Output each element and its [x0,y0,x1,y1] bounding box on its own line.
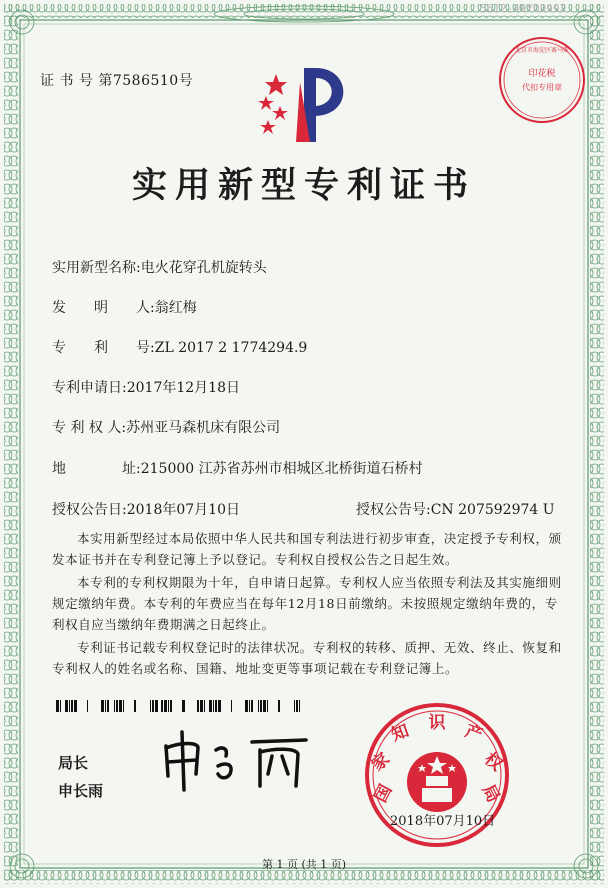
barcode-bar [182,700,185,712]
field-label: 地 址: [52,461,141,477]
barcode-bar [218,700,221,712]
barcode-bar [213,700,214,712]
field-grant-date [52,499,240,519]
director-signature [156,726,316,796]
barcode-bar [87,700,88,712]
page-title: 实用新型专利证书 [131,166,476,206]
barcode-bar [245,700,248,712]
barcode-bar [134,700,136,712]
barcode-bar [267,700,268,712]
barcode-bar [170,700,172,712]
barcode-bar [251,700,253,712]
field-value: 215000 江苏省苏州市相城区北桥街道石桥村 [140,461,423,477]
top-serial-code: 5612-49Y00992 [480,2,567,15]
director-title: 局长 [58,754,89,772]
field-label: 专 利 号: [52,340,155,356]
field-value: 2017年12月18日 [126,380,240,396]
barcode-bar [105,700,106,712]
barcode-bar [71,700,73,712]
paragraph-3: 专利证书记载专利权登记时的法律状况。专利权的转移、质押、无效、终止、恢复和专利权人的姓名或名称、国籍、地址变更等事项记载在专利登记簿上。 [52,640,562,676]
svg-text:印花税: 印花税 [528,69,556,79]
page-number: 第 1 页 (共 1 页) [261,858,347,871]
svg-text:家: 家 [367,749,394,776]
field-patent-number [52,337,307,357]
svg-text:权: 权 [480,749,507,776]
barcode-bar [114,700,115,712]
barcode-bar [101,700,104,712]
field-patentee [52,417,280,437]
barcode-bar [161,700,163,712]
barcode-bar [204,700,205,712]
field-filing-date [52,377,240,397]
svg-text:知: 知 [388,720,412,746]
barcode-bar [278,700,280,712]
field-inventor [52,297,197,317]
field-label: 授权公告日: [52,502,127,518]
field-utility-model-name [52,257,267,277]
field-label: 实用新型名称: [52,260,141,276]
barcode-bar [263,700,266,712]
barcode-bar [249,700,250,712]
paragraph-1: 本实用新型经过本局依照中华人民共和国专利法进行初步审查，决定授予专利权，颁发本证书并在专利登记簿上予以登记。专利权自授权公告之日起生效。 [52,531,562,567]
field-value: 2018年07月10日 [126,502,240,518]
paragraph-2: 本专利的专利权期限为十年，自申请日起算。专利权人应当依照专利法及其实施细则规定缴纳年费。本专利的年费应当在每年12月18日前缴纳。未按照规定缴纳年费的，专利权自应当缴纳年费期满之日起终止。 [52,575,562,632]
barcode-bar [150,700,151,712]
field-label: 发 明 人: [52,300,155,316]
barcode-bar [200,700,203,712]
field-address [52,458,423,478]
barcode-bar [168,700,169,712]
barcode-bar [215,700,217,712]
barcode-bar [164,700,167,712]
barcode-bar [119,700,122,712]
barcode-bar [197,700,199,712]
barcode-bar [231,700,232,712]
director-name: 申长雨 [58,782,104,800]
barcode-bar [258,700,259,712]
field-label: 专 利 权 人: [52,420,127,436]
svg-text:代扣专用章: 代扣专用章 [522,83,562,92]
tax-stamp-seal [496,34,588,126]
seal-date: 2018年07月10日 [390,814,496,829]
barcode-bar [74,700,77,712]
barcode-bar [209,700,212,712]
field-label: 授权公告号: [356,502,431,518]
barcode-bar [260,700,262,712]
barcode-bar [116,700,118,712]
barcode-bar [299,700,300,712]
field-grant-number [356,499,555,519]
barcode-bar [155,700,158,712]
barcode-bar [65,700,68,712]
svg-text:识: 识 [428,713,446,733]
barcode-bar [296,700,298,712]
barcode-bar [107,700,109,712]
field-value: 翁红梅 [154,300,197,316]
barcode-bar [123,700,124,712]
svg-text:局: 局 [477,781,504,806]
field-value: ZL 2017 2 1774294.9 [154,340,308,356]
barcode-bar [152,700,154,712]
field-value: CN 207592974 U [430,502,555,518]
field-value: 苏州亚马森机床有限公司 [126,420,281,436]
svg-text:国: 国 [370,781,397,806]
barcode-bar [294,700,295,712]
field-label: 专利申请日: [52,380,127,396]
field-value: 电火花穿孔机旋转头 [140,260,267,276]
cnipa-logo-icon [256,62,356,146]
barcode-bar [56,700,59,712]
barcode-icon [56,700,300,712]
barcode-bar [60,700,61,712]
certificate-number: 证 书 号 第7586510号 [40,73,194,89]
barcode-bar [69,700,70,712]
svg-text:产: 产 [462,720,486,746]
svg-text:北京市海淀区赛马斯: 北京市海淀区赛马斯 [514,47,570,54]
